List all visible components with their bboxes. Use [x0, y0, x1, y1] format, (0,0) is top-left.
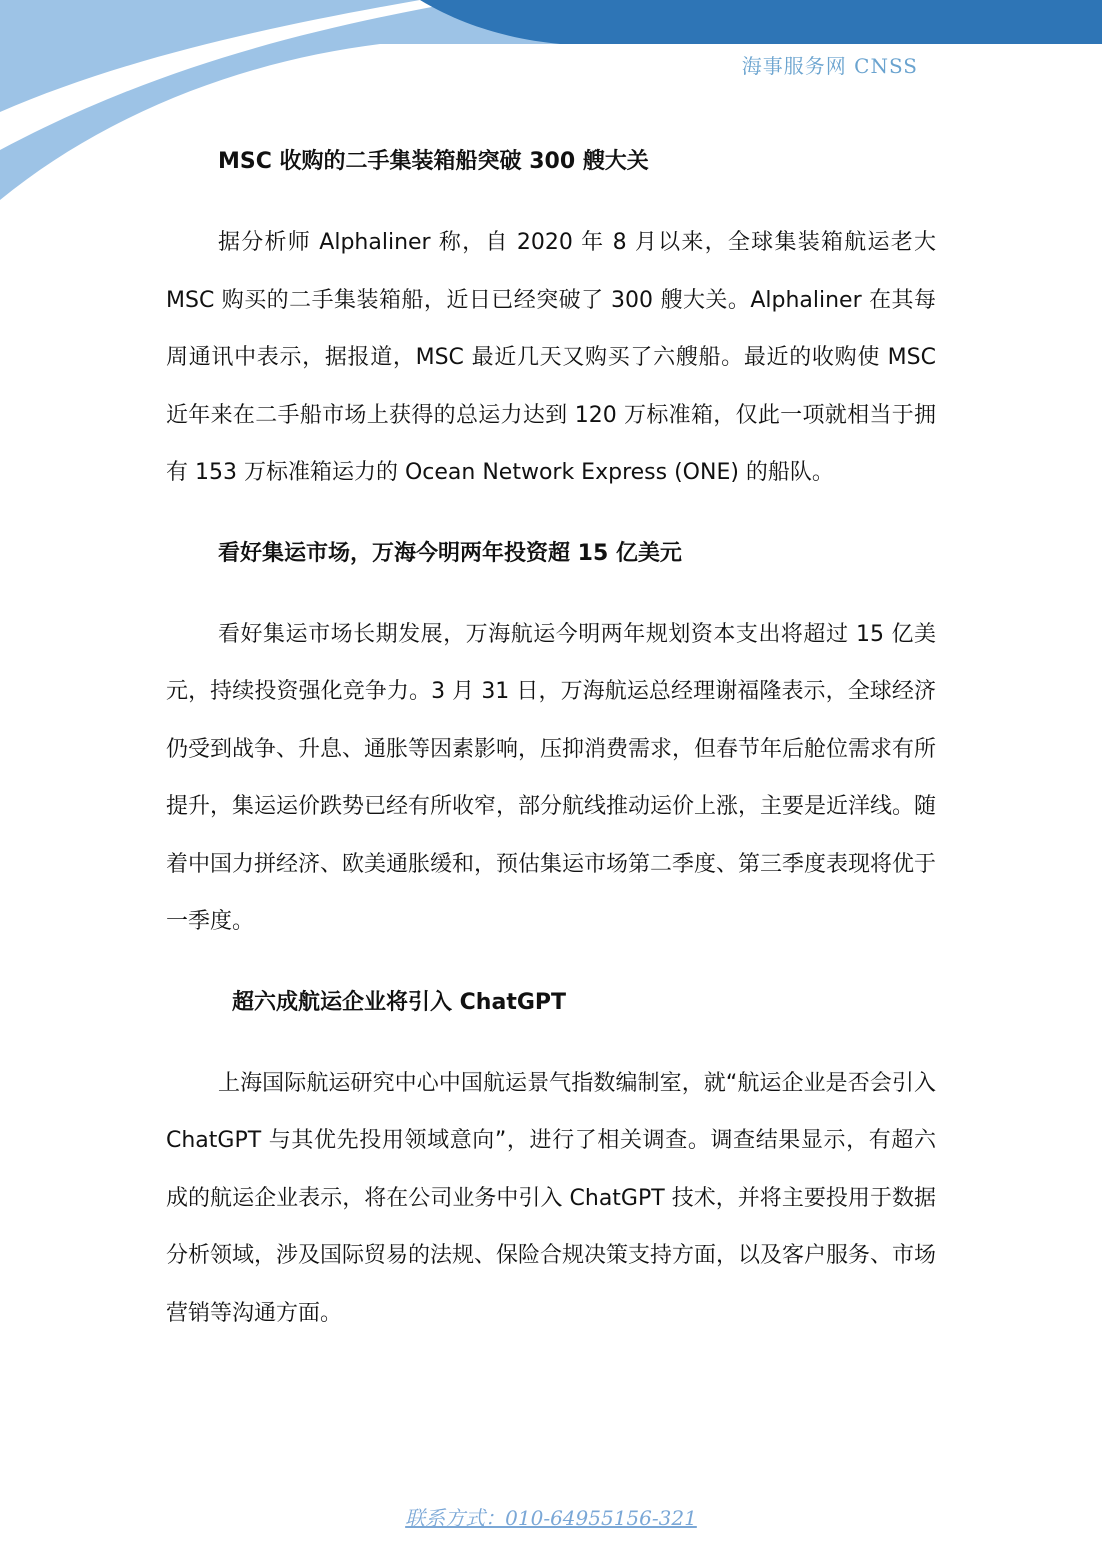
article-1-body: 据分析师 Alphaliner 称，自 2020 年 8 月以来，全球集装箱航运老大 MSC 购买的二手集装箱船，近日已经突破了 300 艘大关。Alphaliner 在其每周通讯中表示，据报道，MSC 最近几天又购买了六艘船。最近的收购使 MSC 近年来在二手船市场上获得的总运力达到 120 万标准箱，仅此一项就相当于拥有 153 万标准箱运力的 Ocean Network Express (ONE) 的船队。: [166, 230, 936, 485]
article-2-body: 看好集运市场长期发展，万海航运今明两年规划资本支出将超过 15 亿美元，持续投资强化竞争力。3 月 31 日，万海航运总经理谢福隆表示，全球经济仍受到战争、升息、通胀等因素影响，压抑消费需求，但春节年后舱位需求有所提升，集运运价跌势已经有所收窄，部分航线推动运价上涨，主要是近洋线。随着中国力拼经济、欧美通胀缓和，预估集运市场第二季度、第三季度表现将优于一季度。: [166, 621, 937, 934]
header-dark-band: [420, 0, 1102, 44]
article-2-title: 看好集运市场，万海今明两年投资超 15 亿美元: [218, 540, 682, 566]
footer-contact-info: 联系方式：010-64955156-321: [405, 1506, 697, 1530]
article-3-body: 上海国际航运研究中心中国航运景气指数编制室，就“航运企业是否会引入 ChatGPT 与其优先投用领域意向”，进行了相关调查。调查结果显示，有超六成的航运企业表示，将在公司业务中引入 ChatGPT 技术，并将主要投用于数据分析领域，涉及国际贸易的法规、保险合规决策支持方面，以及客户服务、市场营销等沟通方面。: [166, 1070, 937, 1326]
article-1-title: MSC 收购的二手集装箱船突破 300 艘大关: [218, 149, 649, 174]
article-3-title: 超六成航运企业将引入 ChatGPT: [232, 989, 567, 1015]
newsletter-content: [166, 140, 936, 1342]
header-brand: 海事服务网 CNSS: [741, 54, 918, 78]
